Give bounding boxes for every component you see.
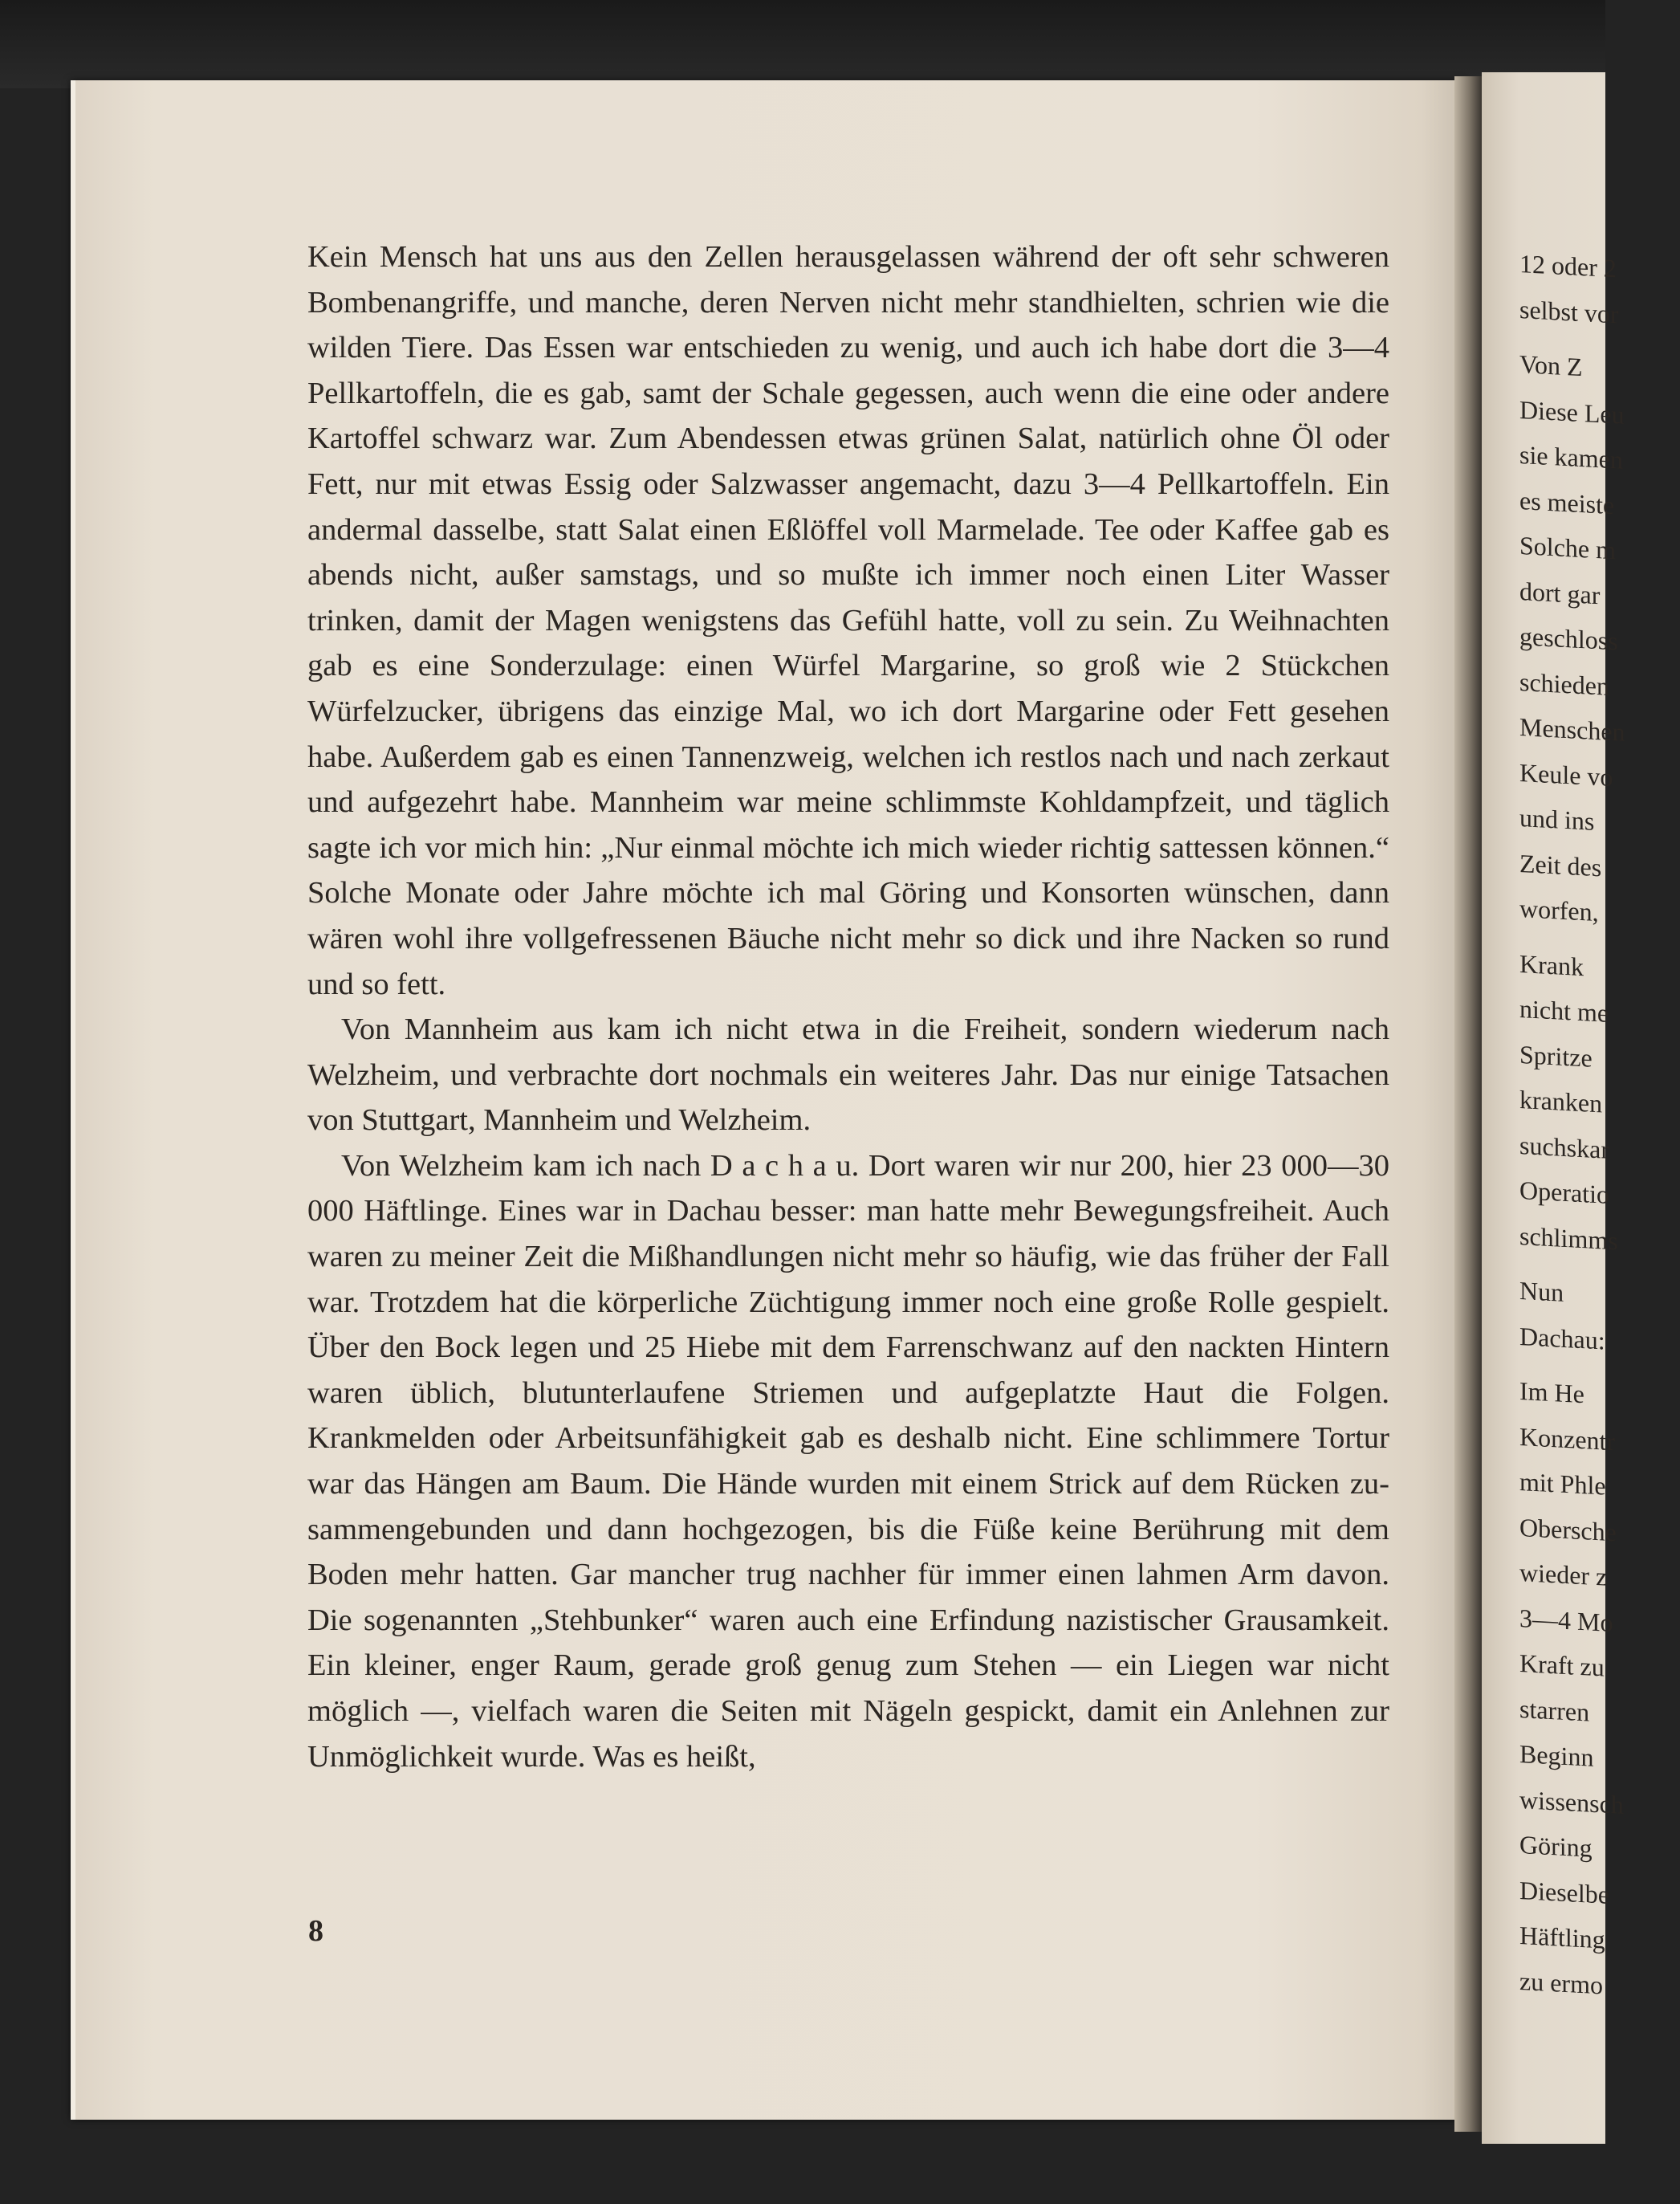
right-page-text-fragments bbox=[1519, 241, 1680, 2011]
right-page-line: worfen, bbox=[1519, 894, 1599, 927]
right-page-line: Keule vo bbox=[1519, 757, 1613, 792]
book-gutter bbox=[1454, 76, 1482, 2132]
right-page-line: Dieselbe bbox=[1519, 1875, 1609, 1909]
right-page-line: Operatio bbox=[1519, 1175, 1609, 1209]
right-page-line: schieden bbox=[1519, 666, 1609, 701]
right-page-line: Nun bbox=[1519, 1276, 1564, 1307]
right-page-line: Göring bbox=[1519, 1830, 1593, 1863]
right-page-line: es meiste bbox=[1519, 485, 1615, 519]
right-page-line: selbst vor bbox=[1519, 294, 1619, 328]
right-page-line: 12 oder 2 bbox=[1519, 249, 1617, 283]
right-page-line: zu ermo bbox=[1519, 1966, 1603, 1999]
left-page-edge bbox=[71, 80, 75, 2120]
right-page-line: und ins bbox=[1519, 803, 1595, 836]
right-page-line: Konzentr bbox=[1519, 1421, 1616, 1456]
right-page-line: wissensch bbox=[1519, 1784, 1624, 1819]
right-page-line: Im He bbox=[1519, 1376, 1584, 1409]
right-page-line: Häftling bbox=[1519, 1921, 1605, 1954]
right-page-line: kranken bbox=[1519, 1085, 1603, 1118]
page-number: 8 bbox=[308, 1914, 323, 1948]
right-page-line: nicht me bbox=[1519, 994, 1609, 1028]
right-page-line: suchskar bbox=[1519, 1130, 1609, 1164]
right-page-line: dort gar bbox=[1519, 576, 1601, 609]
right-page-line: Solche m bbox=[1519, 531, 1616, 565]
paragraph-2: Von Mannheim aus kam ich nicht etwa in die Freiheit, sondern wiederum nach Welzheim, und verbrachte dort nochmals ein weiteres Jahr. Das nur einige Tatsachen von Stuttgart, Mannheim und Welzheim. bbox=[307, 1012, 1389, 1138]
right-page-line: Menschen bbox=[1519, 712, 1625, 747]
right-page-line: 3—4 Mo bbox=[1519, 1603, 1613, 1637]
right-page-line: Krank bbox=[1519, 948, 1584, 981]
right-page-line: Dachau: bbox=[1519, 1321, 1605, 1355]
dark-backdrop bbox=[0, 0, 1605, 88]
right-page-line: Beginn bbox=[1519, 1739, 1594, 1772]
right-page-line: geschloss bbox=[1519, 621, 1618, 656]
right-page-line: Spritze bbox=[1519, 1039, 1593, 1073]
paragraph-1: Kein Mensch hat uns aus den Zellen herausgelassen während der oft sehr schweren Bombenangriffe, und manche, deren Nerven nicht mehr standhielten, schrien wie die wilden Tiere. Das Essen war entschieden zu wenig, und auch ich habe dort die 3—4 Pellkartoffeln, die es gab, samt der Schale gegessen, auch wenn die eine oder andere Kartoffel schwarz war. Zum Abendessen etwas grünen Salat, natürlich ohne Öl oder Fett, nur mit etwas Essig oder Salzwasser angemacht, dazu 3—4 Pellkartoffeln. Ein andermal dasselbe, statt Salat einen Eßlöffel voll Marmelade. Tee oder Kaffee gab es abends nicht, außer samstags, und so mußte ich immer noch einen Liter Wasser trinken, damit der Magen wenigstens das Gefühl hatte, voll zu sein. Zu Weihnachten gab es eine Sonderzulage: einen Würfel Margarine, so groß wie 2 Stückchen Würfelzucker, übrigens das einzige Mal, wo ich dort Margarine oder Fett gesehen habe. Außerdem gab es einen Tannenzweig, welchen ich restlos nach und nach zerkaut und aufgezehrt habe. Mannheim war meine schlimmste Kohldampfzeit, und täglich sagte ich vor mich hin: „Nur einmal möchte ich mich wieder richtig sattessen können.“ Solche Monate oder Jahre möchte ich mal Göring und Konsorten wünschen, dann wären wohl ihre vollgefressenen Bäuche nicht mehr so dick und ihre Nacken so rund und so fett. bbox=[307, 240, 1389, 1001]
right-page-line: mit Phle bbox=[1519, 1467, 1606, 1501]
right-page-line: starren bbox=[1519, 1693, 1590, 1727]
left-page-body bbox=[307, 234, 1389, 1779]
right-page-line: Zeit des bbox=[1519, 848, 1602, 882]
right-page-line: Obersche bbox=[1519, 1512, 1617, 1546]
right-page-line: Von Z bbox=[1519, 349, 1583, 382]
right-page-line: schlimms bbox=[1519, 1220, 1618, 1255]
right-page-line: sie kamen bbox=[1519, 440, 1623, 475]
right-page-line: Kraft zu bbox=[1519, 1648, 1605, 1682]
paragraph-3: Von Welzheim kam ich nach D a c h a u. Dort waren wir nur 200, hier 23 000—30 000 Häftlinge. Eines war in Dachau besser: man hatte mehr Bewegungsfreiheit. Auch waren zu meiner Zeit die Mißhandlungen nicht mehr so häufig, wie das früher der Fall war. Trotzdem hat die körperliche Züchtigung immer noch eine große Rolle gespielt. Über den Bock legen und 25 Hiebe mit dem Farrenschwanz auf den nackten Hintern waren üblich, blutunterlaufene Striemen und aufgeplatzte Haut die Folgen. Krankmelden oder Arbeitsunfähigkeit gab es deshalb nicht. Eine schlimmere Tortur war das Hängen am Baum. Die Hände wurden mit einem Strick auf dem Rücken zusammengebunden und dann hochgezogen, bis die Füße keine Berührung mit dem Boden mehr hatten. Gar mancher trug nachher für immer einen lahmen Arm davon. Die sogenannten „Stehbunker“ waren auch eine Erfindung nazistischer Grausamkeit. Ein kleiner, enger Raum, gerade groß genug zum Stehen — ein Liegen war nicht möglich —, vielfach waren die Seiten mit Nägeln gespickt, damit ein Anlehnen zur Unmöglichkeit wurde. Was es heißt, bbox=[307, 1148, 1389, 1774]
right-page-line: wieder z bbox=[1519, 1558, 1608, 1591]
right-page-line: Diese Leu bbox=[1519, 394, 1625, 430]
